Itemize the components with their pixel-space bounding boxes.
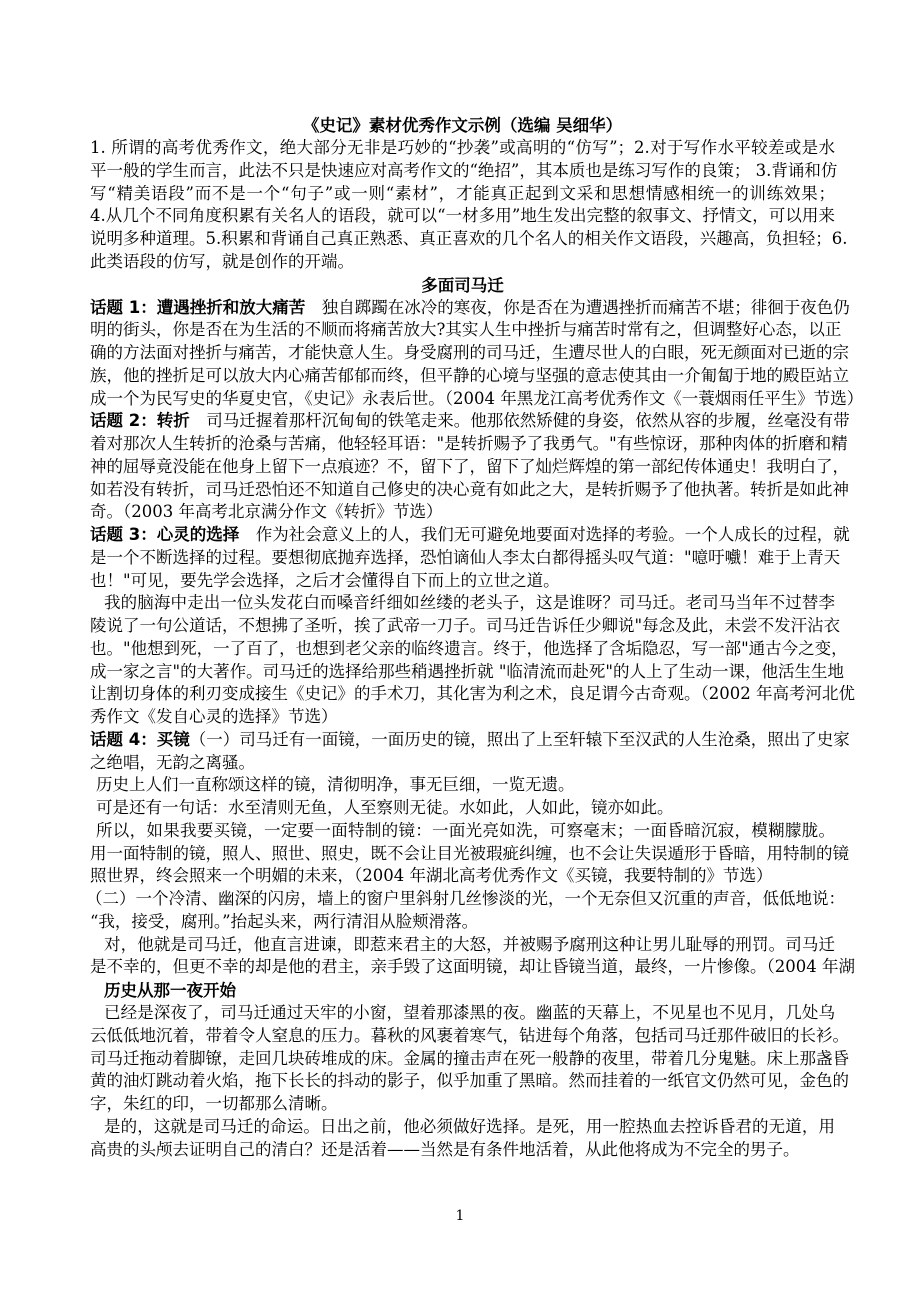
text-line	[90, 820, 835, 843]
text-line	[90, 843, 849, 866]
document-title: 《史记》素材优秀作文示例（选编 吴细华）	[302, 116, 623, 135]
paragraph	[90, 410, 850, 524]
line-text: 作为社会意义上的人，我们无可避免地要面对选择的考验。一个人成长的过程，就	[239, 525, 850, 544]
text-line	[90, 934, 835, 957]
line-text: 可是还有一句话：水至清则无鱼，人至察则无徒。水如此，人如此，镜亦如此。	[96, 798, 674, 817]
text-line	[90, 865, 835, 888]
text-line	[90, 365, 849, 388]
text-line	[90, 205, 835, 228]
text-line	[90, 433, 848, 456]
line-text: 平一般的学生而言，此法不只是快速应对高考作文的“绝招”，其本质也是练习写作的良策； 3.背诵和仿	[90, 160, 838, 180]
line-text: 1. 所谓的高考优秀作文，绝大部分无非是巧妙的“抄袭”或高明的“仿写”；2.对于写作水平较差或是水	[90, 138, 835, 157]
page-number: 1	[455, 1208, 465, 1224]
paragraph	[90, 1002, 849, 1161]
text-line	[90, 592, 835, 615]
line-text: 是一个不断选择的过程。要想彻底抛弃选择，恐怕谪仙人李太白都得摇头叹气道："噫吁嚱！难于上青天	[90, 547, 841, 567]
text-line	[90, 615, 841, 638]
text-line	[90, 797, 835, 820]
text-line	[90, 319, 842, 342]
text-line	[90, 160, 838, 183]
text-line	[90, 388, 864, 411]
line-text: （一）司马迁有一面镜，一面历史的镜，照出了上至轩辕下至汉武的人生沧桑，照出了史家	[189, 729, 850, 749]
text-line	[90, 137, 835, 160]
section-heading: 多面司马迁	[421, 275, 504, 295]
text-line	[86, 888, 845, 911]
line-text: 也。"他想到死，一了百了，也想到老父亲的临终遗言。终于，他选择了含垢隐忍，写一部"通古今之变，	[90, 638, 848, 658]
text-line	[90, 501, 835, 524]
text-line	[90, 1025, 849, 1048]
line-text: “我，接受，腐刑。”抬起头来，两行清泪从脸颊滑落。	[90, 911, 479, 931]
line-text: 我的脑海中走出一位头发花白而嗓音纤细如丝缕的老头子，这是谁呀？司马迁。老司马当年不过替李	[104, 593, 835, 613]
line-text: 秀作文《发自心灵的选择》节选）	[90, 707, 338, 726]
text-line	[90, 911, 835, 934]
line-text: 成一家之言"的大著作。司马迁的选择给那些稍遇挫折就 "临清流而赴死"的人上了生动一课，他活生生地	[90, 661, 845, 681]
line-text: 确的方法面对挫折与痛苦，才能快意人生。身受腐刑的司马迁，生遭尽世人的白眼，死无颜面对已逝的宗	[90, 343, 849, 362]
text-line	[90, 956, 855, 979]
text-line	[90, 1093, 835, 1116]
text-line	[90, 479, 849, 502]
paragraph	[90, 137, 848, 274]
line-text: 族，他的挫折足可以放大内心痛苦郁郁而终，但平静的心境与坚强的意志使其由一介匍匐于地的殿臣站立	[90, 365, 849, 385]
line-text: 说明多种道理。5.积累和背诵自己真正熟悉、真正喜欢的几个名人的相关作文语段，兴趣高，负担轻；6.	[90, 229, 848, 248]
text-line	[90, 456, 849, 479]
text-line	[90, 547, 841, 570]
text-line	[90, 1139, 835, 1162]
line-text: 已经是深夜了，司马迁通过天牢的小窗，望着那漆黑的夜。幽蓝的天幕上，不见星也不见月，几处乌	[104, 1003, 835, 1022]
line-text: 如若没有转折，司马迁恐怕还不知道自己修史的决心竟有如此之大，是转折赐予了他执著。转折是如此神	[90, 479, 849, 499]
line-text: 司马迁拖动着脚镣，走回几块砖堆成的床。金属的撞击声在死一般静的夜里，带着几分鬼魅。床上那盏昏	[90, 1048, 849, 1068]
text-line	[90, 1070, 849, 1093]
line-text: 之绝唱，无韵之离骚。	[90, 752, 255, 772]
text-line	[90, 228, 848, 251]
line-text: 成一个为民写史的华夏史官，《史记》永表后世。（2004 年黑龙江高考优秀作文《一蓑烟雨任平生》节选）	[90, 388, 864, 408]
line-text: 陵说了一句公道话，不想拂了圣听，挨了武帝一刀子。司马迁告诉任少卿说"每念及此，未尝不发汗沾衣	[90, 616, 841, 635]
text-line	[90, 661, 845, 684]
text-line	[90, 752, 835, 775]
text-line	[90, 410, 850, 433]
line-text: 云低低地沉着，带着令人窒息的压力。暮秋的风裹着寒气，钻进每个角落，包括司马迁那件破旧的长衫。	[90, 1025, 849, 1045]
text-line	[90, 251, 835, 274]
line-text: 是的，这就是司马迁的命运。日出之前，他必须做好选择。是死，用一腔热血去控诉昏君的无道，用	[104, 1116, 835, 1136]
paragraph	[86, 729, 855, 979]
paragraph	[90, 524, 855, 729]
text-line	[90, 297, 850, 320]
text-line	[90, 774, 835, 797]
text-line	[90, 1116, 835, 1139]
line-text: （二）一个冷清、幽深的闪房，墙上的窗户里斜射几丝惨淡的光，一个无奈但又沉重的声音，低低地说：	[86, 889, 845, 908]
text-line	[90, 342, 849, 365]
section-heading: 历史从那一夜开始	[104, 981, 236, 1000]
topic-label: 话题 2：转折	[90, 411, 190, 431]
text-line	[90, 183, 835, 206]
document-body	[86, 114, 864, 1161]
line-text: 黄的油灯跳动着火焰，拖下长长的抖动的影子，似乎加重了黑暗。然而挂着的一纸官文仍然可见，金色的	[90, 1071, 849, 1091]
text-line	[90, 706, 835, 729]
line-text: 写“精美语段”而不是一个“句子”或一则“素材”，才能真正起到文采和思想情感相统一的训练效果；	[90, 183, 835, 203]
line-text: 字，朱红的印，一切都那么清晰。	[90, 1094, 338, 1113]
line-text: 也！"可见，要先学会选择，之后才会懂得自下而上的立世之道。	[90, 570, 560, 590]
text-line	[90, 524, 850, 547]
line-text: 神的屈辱竟没能在他身上留下一点痕迹？不，留下了，留下了灿烂辉煌的第一部纪传体通史！我明白了，	[90, 456, 849, 476]
line-text: 照世界，终会照来一个明媚的未来，（2004 年湖北高考优秀作文《买镜，我要特制的》节选）	[90, 866, 773, 886]
line-text: 着对那次人生转折的沧桑与苦痛，他轻轻耳语："是转折赐予了我勇气。"有些惊讶，那种肉体的折磨和精	[90, 434, 848, 453]
line-text: 奇。（2003 年高考北京满分作文《转折》节选）	[90, 502, 443, 522]
text-line	[90, 1048, 849, 1071]
topic-label: 话题 3：心灵的选择	[90, 525, 240, 544]
line-text: 4.从几个不同角度积累有关名人的语段，就可以“一材多用”地生发出完整的叙事文、抒情文，可以用来	[90, 206, 835, 226]
line-text: 此类语段的仿写，就是创作的开端。	[90, 251, 354, 271]
line-text: 是不幸的，但更不幸的却是他的君主，亲手毁了这面明镜，却让昏镜当道，最终，一片惨像。（2004 年湖	[90, 957, 855, 977]
text-line	[90, 638, 848, 661]
line-text: 所以，如果我要买镜，一定要一面特制的镜：一面光亮如洗，可察毫末；一面昏暗沉寂，模糊朦胧。	[96, 820, 835, 840]
line-text: 历史上人们一直称颂这样的镜，清彻明净，事无巨细，一览无遗。	[96, 775, 575, 795]
text-line	[90, 1002, 835, 1025]
line-text: 对，他就是司马迁，他直言进谏，即惹来君主的大怒，并被赐予腐刑这种让男儿耻辱的刑罚。司马迁	[104, 934, 835, 954]
text-line	[90, 729, 850, 752]
text-line	[90, 683, 855, 706]
line-text: 司马迁握着那杆沉甸甸的铁笔走来。他那依然矫健的身姿，依然从容的步履，丝毫没有带	[189, 411, 850, 431]
text-line	[90, 570, 835, 593]
line-text: 用一面特制的镜，照人、照世、照史，既不会让目光被瑕疵纠缠，也不会让失误遁形于昏暗，用特制的镜	[90, 843, 849, 863]
line-text: 让割切身体的利刃变成接生《史记》的手术刀，其化害为利之术，良足谓今古奇观。（2002 年高考河北优	[90, 684, 855, 704]
paragraph	[90, 297, 864, 411]
line-text: 高贵的头颅去证明自己的清白？还是活着——当然是有条件地活着，从此他将成为不完全的男子。	[90, 1139, 800, 1159]
topic-label: 话题 1：遭遇挫折和放大痛苦	[90, 297, 306, 317]
line-text: 明的街头，你是否在为生活的不顺而将痛苦放大?其实人生中挫折与痛苦时常有之，但调整好心态，以正	[90, 320, 842, 340]
topic-label: 话题 4：买镜	[90, 729, 190, 749]
document-content	[86, 137, 864, 1161]
line-text: 独自踯躅在冰冷的寒夜，你是否在为遭遇挫折而痛苦不堪；徘徊于夜色仍	[305, 297, 850, 317]
